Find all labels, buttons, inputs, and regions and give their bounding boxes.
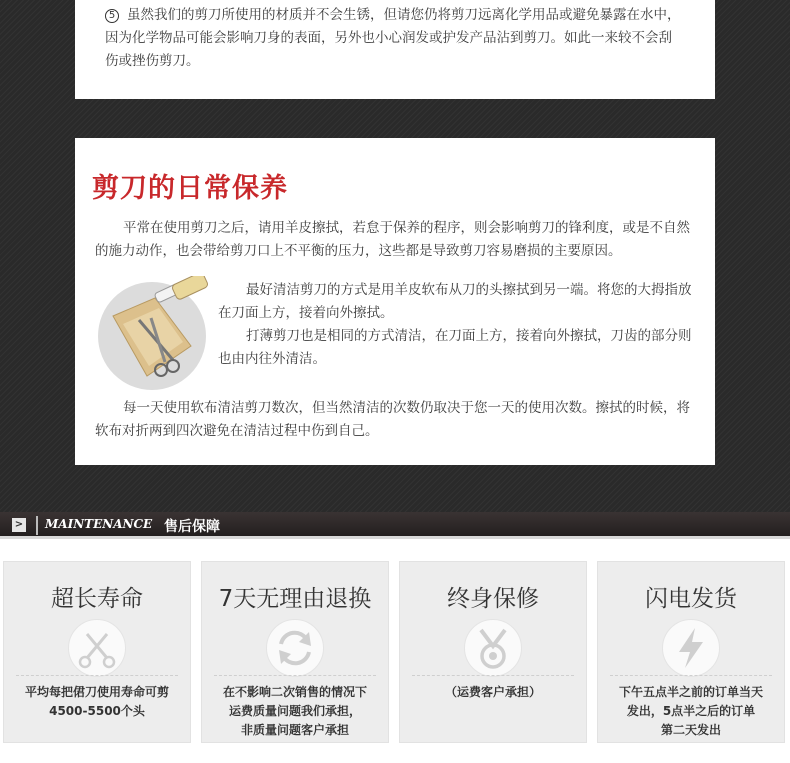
dashed-divider [16, 675, 178, 676]
top-paragraph-text: 虽然我们的剪刀所使用的材质并不会生锈，但请您仍将剪刀远离化学用品或避免暴露在水中，因为化学物品可能会影响刀身的表面，另外也小心润发或护发产品沾到剪刀。如此一来较不会刮伤或挫伤剪刀。 [105, 7, 681, 69]
card-desc-line: 平均每把侰刀使用寿命可剪 [24, 685, 169, 699]
care-paragraph-2 [218, 279, 698, 371]
item-number-badge: 5 [105, 9, 119, 23]
card-desc-line: 非质量问题客户承担 [240, 723, 349, 737]
scissors-cleaning-illustration [95, 276, 210, 391]
card-desc-line: 下午五点半之前的订单当天 [618, 685, 763, 699]
card-description [404, 683, 582, 702]
divider [36, 516, 38, 535]
card-title: 超长寿命 [51, 586, 143, 612]
card-desc-line: （运费客户承担） [444, 685, 541, 699]
lightning-icon [662, 619, 720, 677]
card-description [206, 683, 384, 740]
maintenance-cn-label: 售后保障 [164, 519, 220, 535]
scissors-icon [68, 619, 126, 677]
card-title: 7天无理由退换 [218, 586, 372, 612]
care-paragraph-2b: 打薄剪刀也是相同的方式清洁，在刀面上方，接着向外擦拭，刀齿的部分则也由内往外清洁。 [218, 328, 692, 367]
arrow-icon: > [12, 518, 26, 532]
care-panel [75, 138, 715, 465]
card-title: 终身保修 [447, 586, 539, 612]
card-description [8, 683, 186, 721]
card-seven-day-return [201, 561, 389, 743]
care-paragraph-1: 平常在使用剪刀之后，请用羊皮擦拭，若怠于保养的程序，则会影响剪刀的锋利度，或是不自然的施力动作，也会带给剪刀口上不平衡的压力，这些都是导致剪刀容易磨损的主要原因。 [95, 220, 690, 259]
card-desc-line: 在不影响二次销售的情况下 [222, 685, 367, 699]
card-desc-line: 发出，5点半之后的订单 [626, 704, 756, 718]
dashed-divider [412, 675, 574, 676]
dashed-divider [610, 675, 772, 676]
top-text-panel [75, 0, 715, 99]
card-desc-line: 运费质量问题我们承担， [228, 704, 361, 718]
card-lifetime-warranty [399, 561, 587, 743]
care-title: 剪刀的日常保养 [92, 173, 288, 204]
care-paragraph-2a: 最好清洁剪刀的方式是用羊皮软布从刀的头擦拭到另一端。将您的大拇指放在刀面上方，接着向外擦拭。 [218, 282, 692, 321]
card-desc-line: 第二天发出 [660, 723, 721, 737]
card-fast-shipping [597, 561, 785, 743]
top-paragraph [105, 4, 685, 73]
care-paragraph-3: 每一天使用软布清洁剪刀数次，但当然清洁的次数仍取决于您一天的使用次数。擦拭的时候，将软布对折两到四次避免在清洁过程中伤到自己。 [95, 400, 690, 439]
maintenance-en-label: MAINTENANCE [45, 517, 153, 531]
card-long-life [3, 561, 191, 743]
card-description [602, 683, 780, 740]
medal-icon [464, 619, 522, 677]
exchange-arrows-icon [266, 619, 324, 677]
maintenance-bar [0, 512, 790, 539]
card-desc-line: 4500-5500个头 [49, 704, 145, 718]
dashed-divider [214, 675, 376, 676]
card-title: 闪电发货 [645, 586, 737, 612]
